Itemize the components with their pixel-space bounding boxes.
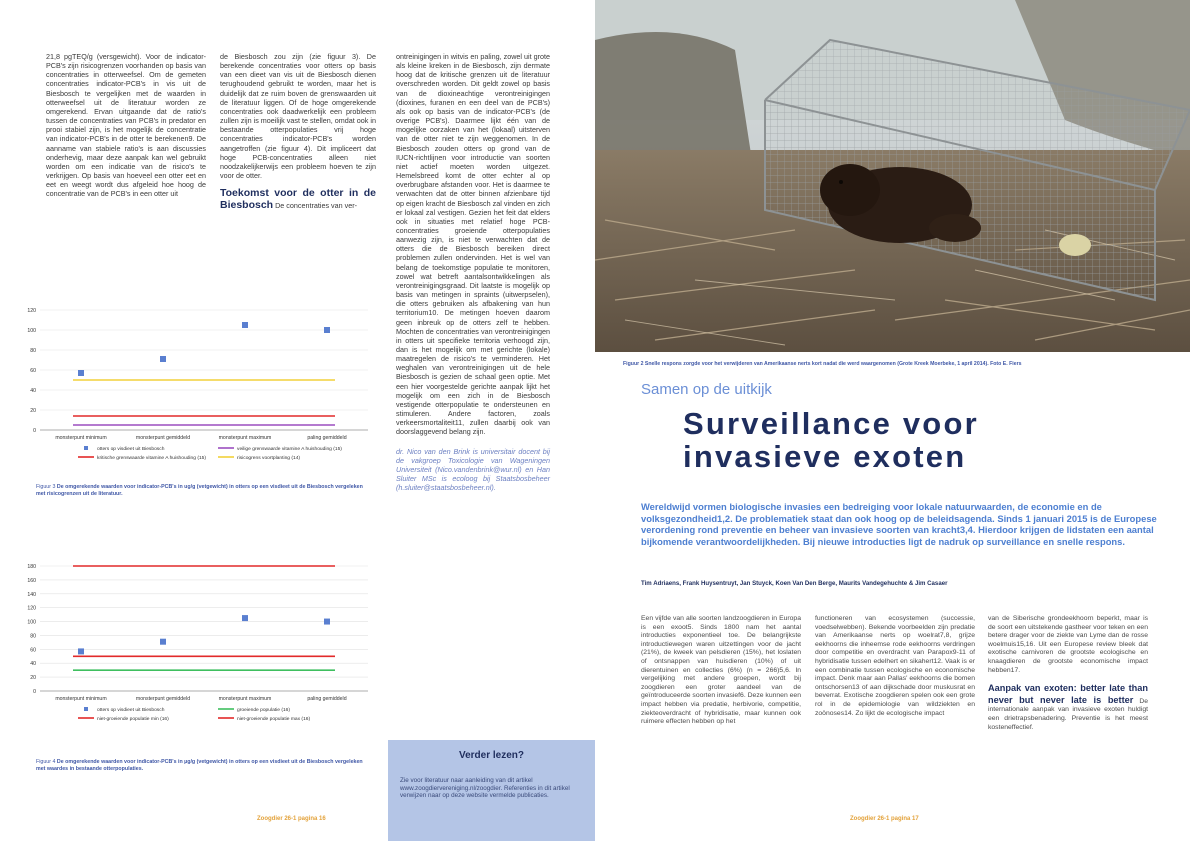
legend-label: kritische grenswaarde vitamine A huishouding (15) xyxy=(97,456,207,461)
data-point xyxy=(160,356,166,362)
x-tick-label: paling gemiddeld xyxy=(307,435,347,441)
photo-caption: Figuur 2 Snelle respons zorgde voor het verwijderen van Amerikaanse nerts kort nadat die werd waargenomen (Grote Kreek Moerbeke, 1 april 2014). Foto E. Fiers xyxy=(623,361,1022,367)
legend-label: groeiende populatie (16) xyxy=(237,708,291,713)
y-tick-label: 20 xyxy=(30,675,36,682)
figure-3-chart xyxy=(18,304,388,474)
article-title-line-1: Surveillance voor xyxy=(683,406,979,441)
right-column-3-text: van de Siberische grondeekhoorn beperkt, maar is de soort een uitstekende gastheer voor teken en een betere drager voor de ziekte van Lyme dan de rosse woelmuis15,16. Uit een Europese review bleek dat exotische carnivoren de grootste ecologische en knaagdieren de grootste economische impact hebben17. xyxy=(988,615,1148,674)
legend-label: otters op visdieet uit Biesbosch xyxy=(97,447,165,452)
right-section-heading: Aanpak van exoten: better late than never but never late is better xyxy=(988,683,1148,705)
figure-4-caption xyxy=(36,759,366,772)
data-point xyxy=(324,619,330,625)
figure-3-caption-text: De omgerekende waarden voor indicator-PCB's in ug/g (vetgewicht) in otters op een visdieet uit de Biesbosch vergeleken met risicogrenzen uit de literatuur. xyxy=(36,484,363,497)
x-tick-label: monsterpunt maximum xyxy=(218,696,272,702)
x-tick-label: monsterpunt gemiddeld xyxy=(135,435,191,441)
y-tick-label: 40 xyxy=(30,388,36,394)
right-section-continuation: De internationale aanpak van invasieve exoten huldigt een drietrapsbenadering. Preventie is het meest kosteneffectief. xyxy=(988,697,1149,731)
data-point xyxy=(78,370,84,376)
figure-3-caption xyxy=(36,484,366,497)
author-note: dr. Nico van den Brink is universitair docent bij de vakgroep Toxicologie van Wageningen Universiteit (Nico.vandenbrink@wur.nl) en Han Sluiter MSc is ecoloog bij Staatsbosbeheer (h.sluiter@staatsbosbeheer.nl). xyxy=(396,446,550,493)
figure-4-caption-label: Figuur 4 xyxy=(36,759,56,765)
left-column-2 xyxy=(220,52,376,211)
section-heading-continuation: De concentraties van ver- xyxy=(275,200,358,210)
figure-4-caption-text: De omgerekende waarden voor indicator-PCB's in µg/g (vetgewicht) in otters op een visdieet uit de Biesbosch vergeleken met waardes in bestaande otterpopulaties. xyxy=(36,759,363,772)
section-heading: Toekomst voor de otter in de Biesbosch xyxy=(220,187,376,211)
mink-trap-photo xyxy=(595,0,1190,352)
x-tick-label: monsterpunt gemiddeld xyxy=(135,696,191,702)
legend-marker xyxy=(84,446,88,450)
right-column-2: functioneren van ecosystemen (successie, voedselwebben). Bekende voorbeelden zijn predatie van Amerikaanse nerts op woelrat7,8, grijze eekhoorns die inheemse rode eekhoorns verdringen door competitie en overdracht van Parapox9-11 of hybridisatie tussen edelhert en sikahert12. Vaak is er een combinatie tussen ecologische en economische impact. Denk maar aan Pallas' eekhoorns die bomen ontschorsen13 of aan dijkschade door muskusrat en beverrat. Exotische zoogdieren spelen ook een grote rol in de epidemiologie van wildziekten en zoönoses14. Zo lijkt de ecologische impact xyxy=(815,615,975,717)
page-footer-left: Zoogdier 26-1 pagina 16 xyxy=(257,816,326,822)
further-reading-text: Zie voor literatuur naar aanleiding van dit artikel www.zoogdiervereniging.nl/zoogdier. Referenties in dit artikel verwijzen naar op deze website vermelde publicaties. xyxy=(400,777,570,800)
y-tick-label: 120 xyxy=(27,308,36,314)
y-tick-label: 40 xyxy=(30,661,36,668)
left-column-3 xyxy=(396,52,550,492)
legend-label: niet-groeiende populatie max (16) xyxy=(237,717,311,722)
legend-marker xyxy=(84,707,88,711)
x-tick-label: monsterpunt maximum xyxy=(218,435,272,441)
figure-4-chart xyxy=(18,560,388,740)
right-column-3 xyxy=(988,615,1148,732)
x-tick-label: monsterpunt minimum xyxy=(55,435,107,441)
right-column-1: Een vijfde van alle soorten landzoogdieren in Europa is een exoot5. Sinds 1800 nam het aantal introducties exponentieel toe. De belangrijkste introductiewegen waren uitzettingen voor de jacht (21%), de kweek van pelsdieren (15%), het loslaten of ontsnappen van huisdieren (10%) of uit dierentuinen en collecties (6%) (n = 266)5,6. In vergelijking met andere groepen, wordt bij zoogdieren een groter aandeel van de geïntroduceerde soorten invasief6. Deze kunnen een impact hebben via predatie, herbivorie, competitie, ziekteoverdracht of hybridisatie, maar kunnen ook ruimere effecten hebben op het xyxy=(641,615,801,726)
figure-4-svg xyxy=(18,560,388,740)
article-authors: Tim Adriaens, Frank Huysentruyt, Jan Stuyck, Koen Van Den Berge, Maurits Vandegehuchte & Jim Casaer xyxy=(641,580,948,587)
y-tick-label: 60 xyxy=(30,368,36,374)
article-title xyxy=(683,407,979,473)
legend-label: otters op visdieet uit Biesbosch xyxy=(97,708,165,713)
further-reading-title: Verder lezen? xyxy=(458,750,525,761)
data-point xyxy=(78,648,84,654)
data-point xyxy=(242,615,248,621)
y-tick-label: 100 xyxy=(27,328,36,334)
y-tick-label: 80 xyxy=(30,633,36,640)
y-tick-label: 180 xyxy=(27,564,36,570)
figure-3-svg xyxy=(18,304,388,474)
article-title-line-2: invasieve exoten xyxy=(683,439,967,474)
y-tick-label: 0 xyxy=(33,428,36,434)
article-kicker: Samen op de uitkijk xyxy=(641,381,772,398)
page-footer-right: Zoogdier 26-1 pagina 17 xyxy=(850,816,919,822)
x-tick-label: paling gemiddeld xyxy=(307,696,347,702)
left-column-1 xyxy=(46,52,206,199)
x-tick-label: monsterpunt minimum xyxy=(55,696,107,702)
y-tick-label: 120 xyxy=(27,605,36,612)
left-column-2-text: de Biesbosch zou zijn (zie figuur 3). De berekende concentraties voor otters op basis van een dieet van vis uit de Biesbosch dienen terughoudend gebruikt te worden, maar het is duidelijk dat ze ruim boven de grenswaarden uit de literatuur liggen. Of de hoge omgerekende concentraties ook daadwerkelijk een probleem zullen zijn is moeilijk vast te stellen, omdat ook in bestaande otterpopulaties vrij hoge concentraties indicator-PCB's worden aangetroffen (zie figuur 4). Dit impliceert dat hoge PCB-concentraties alleen niet noodzakelijkerwijs een probleem hoeven te zijn voor de otter. xyxy=(220,52,376,181)
left-column-1-text: 21,8 pgTEQ/g (versgewicht). Voor de indicator-PCB's zijn risicogrenzen voorhanden op basis van concentraties in otterweefsel. Om de gemeten concentraties indicator-PCB's in vis uit de Biesbosch te vergelijken met de waarden in otterweefsel uit de literatuur worden ze omgerekend. Ervan uitgaande dat de ratio's tussen de concentraties van PCB's in predator en prooi stabiel zijn, is het mogelijk de concentratie van indicator-PCB's in de otter te berekenen9. De aanname van stabiele ratio's is aan discussies onderhevig, maar deze aanpak kan wel gebruikt worden om een indicatie van de risico's te verkrijgen. Op basis van hoeveel een otter eet en eet en weegt wordt dus afgeleid hoe hoog de concentratie van de PCB's in een otter uit xyxy=(46,52,206,199)
y-tick-label: 160 xyxy=(27,577,36,584)
y-tick-label: 80 xyxy=(30,348,36,354)
y-tick-label: 60 xyxy=(30,647,36,654)
y-tick-label: 100 xyxy=(27,619,36,626)
legend-label: veilige grenswaarde vitamine A huishouding (15) xyxy=(237,447,342,452)
y-tick-label: 20 xyxy=(30,408,36,414)
figure-3-caption-label: Figuur 3 xyxy=(36,484,56,490)
left-column-3-text: ontreinigingen in witvis en paling, zowel uit grote als kleine kreken in de Biesbosch, zijn dermate hoog dat de kritische grenzen uit de literatuur overschreden worden. Dit geldt zowel op basis van de dioxineachtige verontreinigingen (dioxines, furanen en een deel van de PCB's) als ook op basis van de indicator-PCB's (de overige PCB's). Daarmee lijkt één van de mogelijke oorzaken van het (lokaal) uitsterven van de otter niet te zijn weggenomen. In de Biesbosch zouden otters op grond van de IUCN-richtlijnen voor introductie van soorten niet actief moeten worden uitgezet. Hemelsbreed komt de otter echter al op overbrugbare afstanden voor. Het is daarmee te verwachten dat de otter binnen afzienbare tijd op eigen kracht de Biesbosch zal vinden en zich er lokaal zal vestigen. Gezien het feit dat elders ook in situaties met relatief hoge PCB-concentraties groeiende otterpopulaties aanwezig zijn, is niet te verwachten dat de otters die de Biesbosch bereiken direct problemen zullen ondervinden. Het is wel van belang de toekomstige populatie te monitoren, zowel wat betreft aantalsontwikkelingen als verontreinigingsgraad. Dit laatste is mogelijk op basis van metingen in spraints (uitwerpselen), die otters gebruiken als afbakening van hun territorium10. De metingen hoeven daarom geen inbreuk op de otters zelf te hebben. Mochten de concentraties van verontreinigingen in otters uit specifieke territoria verhoogd zijn, dan is het mogelijk om met gerichte (lokale) maatregelen de risico's te verminderen. Het weghalen van verontreinigingen uit de hele Biesbosch is gezien de schaal geen optie. Met een hier voorgestelde gerichte aanpak lijkt het mogelijk om een zich in de Biesbosch vestigende otterpopulatie te ondersteunen en stimuleren. Andere factoren, zoals verkeersmortaliteit11, zullen daarbij ook van doorslaggevend belang zijn. xyxy=(396,52,550,437)
article-lead: Wereldwijd vormen biologische invasies een bedreiging voor lokale natuurwaarden, de economie en de volksgezondheid1,2. De problematiek staat dan ook hoog op de beleidsagenda. Sinds 1 januari 2015 is de Europese verordening rond preventie en beheer van invasieve soorten van kracht3,4. Hierdoor krijgen de lidstaten een aantal bijkomende verantwoordelijkheden. Bij nieuwe introducties ligt de nadruk op surveillance en snelle respons. xyxy=(641,501,1157,547)
photo-illustration xyxy=(595,0,1190,352)
legend-label: niet-groeiende populatie min (16) xyxy=(97,717,169,722)
further-reading-box xyxy=(388,740,595,841)
y-tick-label: 0 xyxy=(33,689,36,695)
data-point xyxy=(242,322,248,328)
data-point xyxy=(324,327,330,333)
y-tick-label: 140 xyxy=(27,591,36,598)
legend-label: risicogrens voortplanting (14) xyxy=(237,456,301,461)
data-point xyxy=(160,639,166,645)
right-page xyxy=(595,0,1190,841)
